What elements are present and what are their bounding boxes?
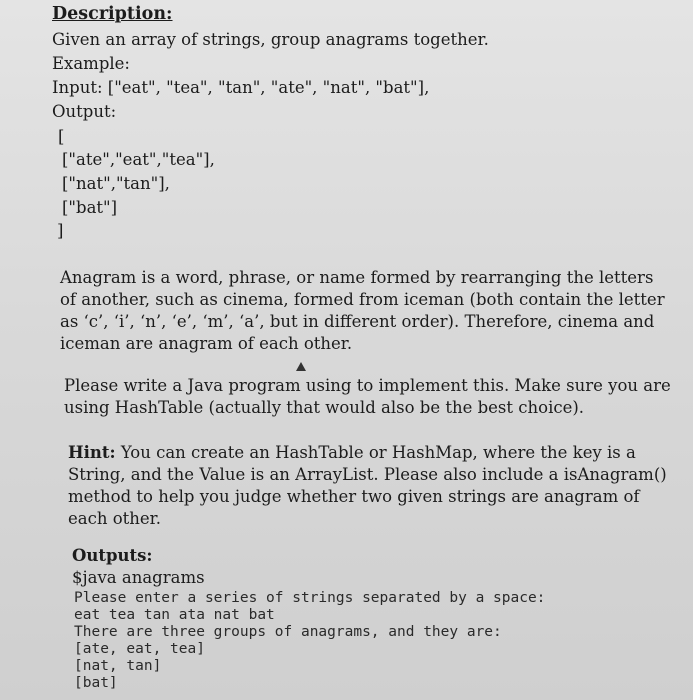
definition-line: iceman are anagram of each other. <box>60 334 353 353</box>
definition-line: Anagram is a word, phrase, or name formed by rearranging the letters <box>60 268 654 287</box>
output-line: ["bat"] <box>62 198 118 217</box>
console-line: [bat] <box>74 675 118 691</box>
outputs-heading: Outputs: <box>72 546 153 565</box>
console-line: Please enter a series of strings separated by a space: <box>74 590 546 606</box>
hint-text: You can create an HashTable or HashMap, where the key is a <box>115 443 636 462</box>
output-line: ["nat","tan"], <box>62 174 170 193</box>
example-label: Example: <box>52 54 130 73</box>
hint-label: Hint: <box>68 443 116 462</box>
example-input: Input: ["eat", "tea", "tan", "ate", "nat", "bat"], <box>52 78 430 97</box>
problem-statement: Given an array of strings, group anagrams together. <box>52 30 489 49</box>
hint-line: each other. <box>68 509 161 528</box>
hint-line: String, and the Value is an ArrayList. Please also include a isAnagram() <box>68 465 667 484</box>
console-line: [nat, tan] <box>74 658 162 674</box>
hint-line: method to help you judge whether two given strings are anagram of <box>68 487 640 506</box>
hint-first-line <box>68 443 636 463</box>
output-line: [ <box>58 127 65 146</box>
definition-line: as ‘c’, ‘i’, ‘n’, ‘e’, ‘m’, ‘a’, but in different order). Therefore, cinema and <box>60 312 655 331</box>
definition-line: of another, such as cinema, formed from iceman (both contain the letter <box>60 290 665 309</box>
console-line: [ate, eat, tea] <box>74 641 205 657</box>
task-line: using HashTable (actually that would also be the best choice). <box>64 398 585 417</box>
description-heading: Description: <box>52 4 173 24</box>
command-line: $java anagrams <box>72 568 205 587</box>
output-label: Output: <box>52 102 117 121</box>
output-line: ] <box>57 221 64 240</box>
console-line: There are three groups of anagrams, and they are: <box>74 624 502 640</box>
console-line: eat tea tan ata nat bat <box>74 607 275 623</box>
output-line: ["ate","eat","tea"], <box>62 150 215 169</box>
task-line: Please write a Java program using to implement this. Make sure you are <box>64 376 671 395</box>
mouse-cursor-icon <box>296 362 306 371</box>
